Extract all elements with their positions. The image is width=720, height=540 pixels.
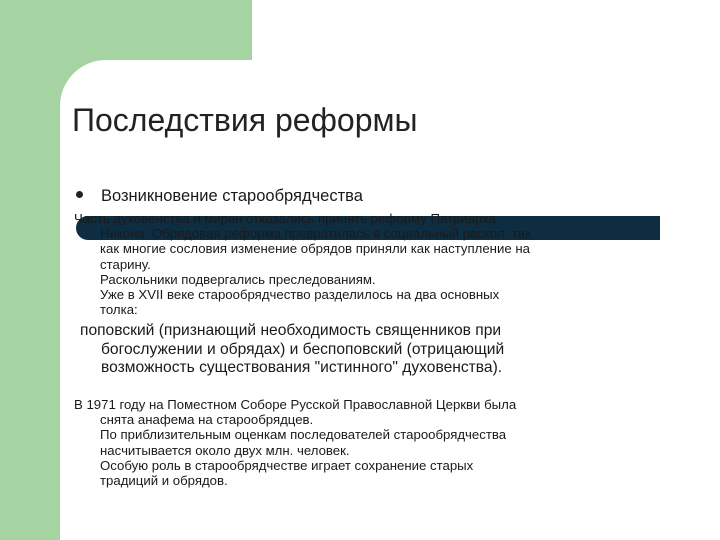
text-line: традиций и обрядов.	[100, 473, 228, 489]
bullet-item	[76, 187, 363, 206]
text-line: В 1971 году на Поместном Соборе Русской Православной Церкви была	[74, 397, 517, 412]
text-line: Никона. Обрядовая реформа превратилась в социальный раскол, так	[100, 226, 531, 242]
paragraph-schism	[74, 211, 531, 317]
text-line: Уже в XVII веке старообрядчество разделилось на два основных	[100, 287, 500, 303]
text-line: толка:	[100, 302, 138, 318]
text-line: как многие сословия изменение обрядов приняли как наступление на	[100, 241, 530, 257]
text-line: Особую роль в старообрядчестве играет сохранение старых	[100, 457, 474, 473]
text-line: поповский (признающий необходимость священников при	[80, 322, 502, 339]
paragraph-branches	[80, 322, 504, 378]
text-line: По приблизительным оценкам последователей старообрядчества	[100, 427, 507, 443]
text-line: возможность существования "истинного" духовенства).	[101, 359, 503, 376]
paragraph-anathema	[74, 397, 516, 488]
text-line: старину.	[100, 256, 151, 272]
text-line: богослужении и обрядах) и беспоповский (отрицающий	[101, 340, 505, 358]
text-line: насчитывается около двух млн. человек.	[100, 442, 350, 458]
slide-title: Последствия реформы	[72, 102, 418, 138]
text-line: снята анафема на старообрядцев.	[100, 412, 314, 428]
text-line: Часть духовенства и мирян отказались принять реформу Патриарха	[74, 211, 497, 226]
bullet-text: Возникновение старообрядчества	[101, 187, 363, 205]
bullet-dot-icon	[76, 191, 83, 198]
text-line: Раскольники подвергались преследованиям.	[100, 271, 376, 287]
